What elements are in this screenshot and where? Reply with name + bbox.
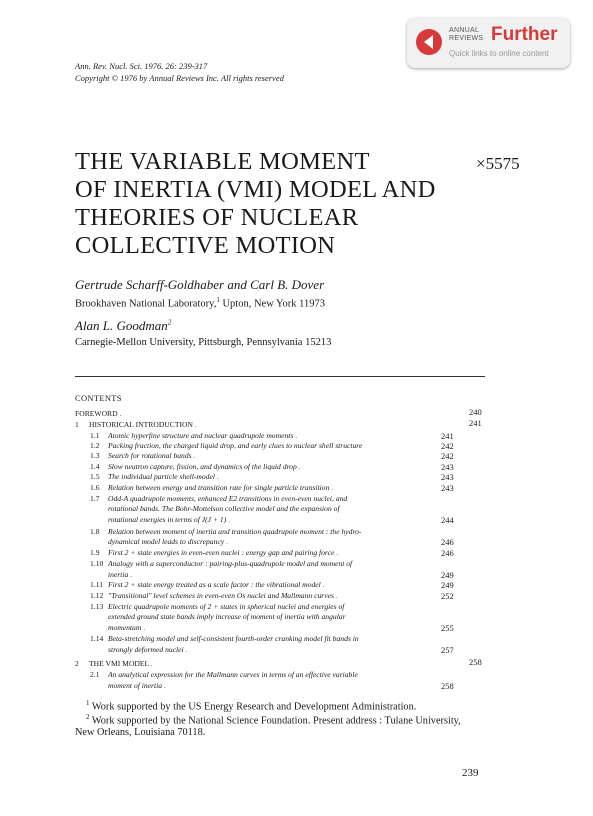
- toc-leader: .: [128, 570, 133, 579]
- catalog-stamp: ×5575: [476, 154, 520, 173]
- title-line-1: THE VARIABLE MOMENT: [75, 148, 370, 175]
- toc-item-continued: [108, 681, 456, 690]
- toc-section-label: HISTORICAL INTRODUCTION: [89, 420, 193, 429]
- badge-reviews-text: REVIEWS: [449, 35, 484, 42]
- title-line-4: COLLECTIVE MOTION: [75, 232, 336, 259]
- toc-item-text: rotational bands. The Bohr-Mottelson collective model and the expansion of: [108, 504, 340, 513]
- toc-item-text: Odd-A quadrupole moments, enhanced E2 transitions in even-even nuclei, and: [108, 494, 348, 503]
- toc-leader: .: [141, 623, 146, 632]
- toc-leader: .: [214, 472, 219, 481]
- toc-num: 1.6: [90, 483, 100, 492]
- title-line-2: OF INERTIA (VMI) MODEL AND: [75, 176, 436, 203]
- toc-item-text: "Transitional" level schemes in even-even Os nuclei and Mallmann curves: [108, 591, 334, 600]
- badge-further-label: Further: [491, 24, 558, 45]
- badge-annual-text: ANNUAL: [449, 27, 480, 34]
- toc-page: 244: [441, 515, 454, 525]
- toc-leader: .: [183, 645, 188, 654]
- toc-item: [90, 634, 438, 643]
- toc-item-continued: [108, 645, 456, 654]
- toc-item-continued: [108, 504, 456, 513]
- toc-page: 241: [441, 431, 454, 441]
- affiliation-1-name: Brookhaven National Laboratory,: [75, 298, 217, 310]
- journal-citation: Ann. Rev. Nucl. Sci. 1976. 26: 239-317: [75, 61, 208, 71]
- toc-item-continued: [108, 570, 456, 579]
- toc-item-text: moment of inertia: [108, 681, 162, 690]
- toc-page: 258: [441, 681, 454, 691]
- toc-item-continued: [108, 515, 456, 524]
- toc-item-text: First 2 + state energy treated as a scale factor : the vibrational model: [108, 580, 321, 589]
- toc-leader: .: [224, 537, 228, 546]
- toc-num: 2.1: [90, 670, 100, 679]
- toc-item-text: Slow neutron capture, fission, and dynamics of the liquid drop: [108, 462, 297, 471]
- footnote-2: [86, 713, 461, 726]
- footnote-2-text: Work supported by the National Science Foundation. Present address : Tulane University,: [89, 715, 461, 727]
- toc-page: 255: [441, 623, 454, 633]
- toc-item-text: Beta-stretching model and self-consistent fourth-order cranking model fit bands in: [108, 634, 359, 643]
- toc-num: 1.2: [90, 441, 100, 450]
- affiliation-2: Carnegie-Mellon University, Pittsburgh, Pennsylvania 15213: [75, 337, 332, 348]
- toc-leader: .: [296, 462, 301, 471]
- toc-leader: .: [320, 580, 325, 589]
- toc-item: [90, 602, 438, 611]
- divider-rule: [75, 376, 485, 377]
- badge-annual-reviews-label: [449, 27, 483, 43]
- toc-num: 1.9: [90, 548, 100, 557]
- toc-num: 1.10: [90, 559, 104, 568]
- toc-foreword: [75, 409, 485, 418]
- toc-item-text: Electric quadrupole moments of 2 + states in spherical nuclei and energies of: [108, 602, 345, 611]
- toc-page: 243: [441, 472, 454, 482]
- toc-page: 242: [441, 441, 454, 451]
- toc-item-text: extended ground state bands imply increase of moment of inertia with angular: [108, 612, 346, 621]
- toc-page: 246: [441, 548, 454, 558]
- toc-page: 257: [441, 645, 454, 655]
- toc-item-text: First 2 + state energies in even-even nuclei : energy gap and pairing force: [108, 548, 335, 557]
- toc-page: 243: [441, 483, 454, 493]
- toc-item-text: strongly deformed nuclei: [108, 645, 184, 654]
- toc-leader: .: [329, 483, 334, 492]
- toc-leader: .: [148, 659, 153, 668]
- page-number: 239: [462, 767, 479, 779]
- copyright-line: Copyright © 1976 by Annual Reviews Inc. All rights reserved: [75, 73, 284, 83]
- footnote-2-mark: 2: [86, 713, 90, 721]
- toc-num: 1.7: [90, 494, 100, 503]
- toc-page: 246: [441, 537, 454, 547]
- toc-item: [90, 431, 438, 440]
- toc-foreword-label: FOREWORD: [75, 409, 118, 418]
- toc-item-text: Search for rotational bands: [108, 451, 192, 460]
- toc-num: 1.11: [90, 580, 104, 589]
- footnote-2-continued: New Orleans, Louisiana 70118.: [75, 727, 206, 738]
- toc-item-text: inertia: [108, 570, 129, 579]
- toc-page: 242: [441, 451, 454, 461]
- toc-page: 252: [441, 591, 454, 601]
- toc-item: [90, 548, 438, 557]
- authors-1: Gertrude Scharff-Goldhaber and Carl B. Dover: [75, 277, 325, 292]
- toc-item-text: Atomic hyperfine structure and nuclear quadrupole moments: [108, 431, 294, 440]
- toc-num: 1.5: [90, 472, 100, 481]
- toc-num: 2: [75, 659, 79, 668]
- toc-section-1: [75, 420, 485, 429]
- toc-leader: .: [293, 431, 298, 440]
- footnote-ref-1: 1: [216, 296, 220, 304]
- toc-item-text: Packing fraction, the charged liquid drop, and early clues to nuclear shell structure: [108, 441, 363, 450]
- authors-2-name: Alan L. Goodman: [75, 318, 168, 333]
- toc-page: 249: [441, 570, 454, 580]
- toc-num: 1.14: [90, 634, 104, 643]
- toc-num: 1.13: [90, 602, 104, 611]
- footnote-1: [86, 699, 416, 712]
- footnote-1-mark: 1: [86, 699, 90, 707]
- affiliation-1: [75, 296, 325, 310]
- badge-subtitle: Quick links to online content: [449, 49, 549, 58]
- toc-item-text: Relation between moment of inertia and transition quadrupole moment : the hydro-: [108, 527, 362, 536]
- toc-item: [90, 580, 438, 589]
- toc-item-text: An analytical expression for the Mallmann curves in terms of an effective variable: [108, 670, 358, 679]
- toc-item: [90, 451, 438, 460]
- back-arrow-icon: [416, 29, 442, 55]
- toc-num: 1.4: [90, 462, 100, 471]
- toc-leader: .: [226, 515, 231, 524]
- toc-section-label: THE VMI MODEL: [89, 659, 149, 668]
- toc-leader: .: [162, 681, 166, 690]
- toc-item-text: dynamical model leads to discrepancy: [108, 537, 225, 546]
- toc-page: 241: [469, 418, 482, 428]
- footnote-1-text: Work supported by the US Energy Research and Development Administration.: [89, 701, 417, 713]
- toc-item-text: The individual particle shell-model: [108, 472, 215, 481]
- title-line-3: THEORIES OF NUCLEAR: [75, 204, 359, 231]
- toc-section-2: [75, 659, 485, 668]
- toc-item-continued: [108, 537, 456, 546]
- toc-item-continued: [108, 623, 456, 632]
- toc-item: [90, 559, 438, 568]
- authors-2: [75, 318, 171, 334]
- toc-num: 1.12: [90, 591, 104, 600]
- toc-item-text: rotational energies in terms of J(J + 1): [108, 515, 227, 524]
- toc-item: [90, 462, 438, 471]
- toc-leader: .: [117, 409, 122, 418]
- toc-leader: .: [333, 591, 338, 600]
- toc-leader: .: [193, 420, 197, 429]
- toc-item: [90, 527, 438, 536]
- toc-item: [90, 670, 438, 679]
- toc-item: [90, 441, 438, 450]
- toc-item-text: Relation between energy and transition rate for single particle transition: [108, 483, 330, 492]
- toc-num: 1: [75, 420, 79, 429]
- toc-leader: .: [191, 451, 196, 460]
- footnote-ref-2: 2: [167, 318, 172, 327]
- toc-leader: .: [334, 548, 339, 557]
- annual-reviews-further-badge[interactable]: [407, 18, 570, 68]
- toc-num: 1.3: [90, 451, 100, 460]
- toc-item: [90, 591, 438, 600]
- toc-page: 249: [441, 580, 454, 590]
- toc-item-continued: [108, 612, 456, 621]
- toc-num: 1.1: [90, 431, 100, 440]
- contents-heading: CONTENTS: [75, 393, 122, 403]
- toc-page: 240: [469, 407, 482, 417]
- toc-num: 1.8: [90, 527, 100, 536]
- toc-item: [90, 483, 438, 492]
- toc-item: [90, 494, 438, 503]
- toc-page: 258: [469, 657, 482, 667]
- toc-item-text: momentum: [108, 623, 142, 632]
- affiliation-1-location: Upton, New York 11973: [219, 298, 326, 310]
- toc-item-text: Analogy with a superconductor : pairing-plus-quadrupole model and moment of: [108, 559, 353, 568]
- toc-page: 243: [441, 462, 454, 472]
- toc-item: [90, 472, 438, 481]
